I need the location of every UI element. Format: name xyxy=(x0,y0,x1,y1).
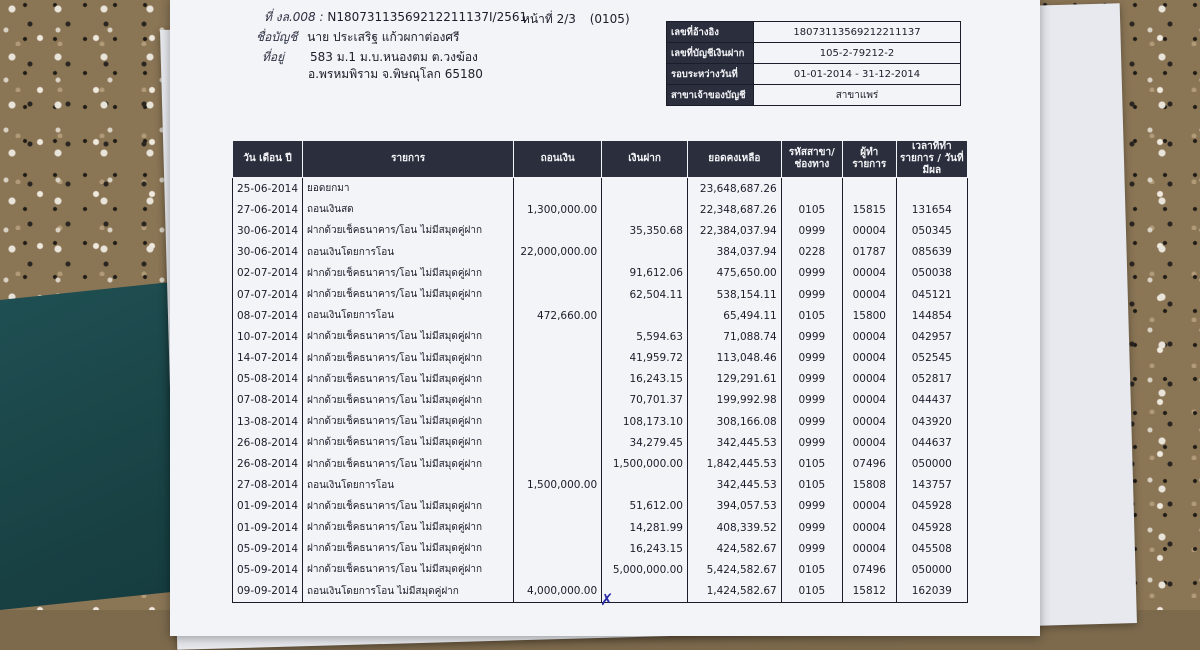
cell-deposit: 70,701.37 xyxy=(602,390,688,411)
cell-date: 14-07-2014 xyxy=(233,348,303,369)
table-row xyxy=(233,390,968,411)
table-row xyxy=(233,178,968,200)
cell-description: ฝากด้วยเช็คธนาคาร/โอน ไม่มีสมุดคู่ฝาก xyxy=(303,390,514,411)
table-row xyxy=(233,348,968,369)
cell-balance: 424,582.67 xyxy=(687,538,781,559)
cell-withdrawal xyxy=(514,348,602,369)
table-row xyxy=(233,369,968,390)
cell-branch: 0105 xyxy=(781,305,842,326)
account-name-line xyxy=(256,28,459,47)
cell-date: 05-09-2014 xyxy=(233,538,303,559)
cell-withdrawal xyxy=(514,390,602,411)
info-value: สาขาแพร่ xyxy=(754,85,961,106)
cell-branch: 0999 xyxy=(781,220,842,241)
cell-description: ฝากด้วยเช็คธนาคาร/โอน ไม่มีสมุดคู่ฝาก xyxy=(303,432,514,453)
cell-description: ฝากด้วยเช็คธนาคาร/โอน ไม่มีสมุดคู่ฝาก xyxy=(303,517,514,538)
info-key: เลขที่อ้างอิง xyxy=(667,22,754,43)
table-row xyxy=(233,242,968,263)
cell-description: ฝากด้วยเช็คธนาคาร/โอน ไม่มีสมุดคู่ฝาก xyxy=(303,284,514,305)
cell-user: 01787 xyxy=(842,242,896,263)
cell-withdrawal xyxy=(514,411,602,432)
cell-withdrawal xyxy=(514,432,602,453)
cell-user: 00004 xyxy=(842,326,896,347)
info-value: 18073113569212211137 xyxy=(754,22,961,43)
table-row xyxy=(233,432,968,453)
column-header-withdrawal: ถอนเงิน xyxy=(514,141,602,178)
cell-withdrawal: 1,300,000.00 xyxy=(514,199,602,220)
cell-deposit: 5,000,000.00 xyxy=(602,559,688,580)
cell-user: 00004 xyxy=(842,220,896,241)
cell-withdrawal xyxy=(514,517,602,538)
cell-time: 045928 xyxy=(896,496,967,517)
cell-withdrawal: 4,000,000.00 xyxy=(514,581,602,603)
cell-date: 01-09-2014 xyxy=(233,517,303,538)
cell-deposit: 16,243.15 xyxy=(602,369,688,390)
cell-description: ฝากด้วยเช็คธนาคาร/โอน ไม่มีสมุดคู่ฝาก xyxy=(303,263,514,284)
table-row xyxy=(233,517,968,538)
cell-time: 050000 xyxy=(896,559,967,580)
page-label: หน้าที่ 2/3 xyxy=(522,12,576,26)
transactions-table xyxy=(232,140,968,603)
cell-balance: 342,445.53 xyxy=(687,475,781,496)
cell-branch: 0105 xyxy=(781,559,842,580)
cell-user: 07496 xyxy=(842,559,896,580)
cell-branch: 0999 xyxy=(781,348,842,369)
cell-deposit: 108,173.10 xyxy=(602,411,688,432)
page-code: (0105) xyxy=(589,12,630,26)
cell-user: 00004 xyxy=(842,496,896,517)
cell-description: ฝากด้วยเช็คธนาคาร/โอน ไม่มีสมุดคู่ฝาก xyxy=(303,326,514,347)
info-row xyxy=(667,22,961,43)
table-row xyxy=(233,284,968,305)
cell-user: 07496 xyxy=(842,453,896,474)
cell-branch: 0105 xyxy=(781,199,842,220)
cell-date: 26-08-2014 xyxy=(233,432,303,453)
column-header-time: เวลาที่ทำรายการ / วันที่มีผล xyxy=(896,141,967,178)
cell-deposit xyxy=(602,199,688,220)
cell-user: 00004 xyxy=(842,369,896,390)
cell-description: ฝากด้วยเช็คธนาคาร/โอน ไม่มีสมุดคู่ฝาก xyxy=(303,220,514,241)
address-line-2: อ.พรหมพิราม จ.พิษณุโลก 65180 xyxy=(308,67,483,81)
page-indicator xyxy=(522,10,630,29)
cell-branch: 0999 xyxy=(781,432,842,453)
cell-date: 09-09-2014 xyxy=(233,581,303,603)
cell-date: 07-07-2014 xyxy=(233,284,303,305)
transactions-body xyxy=(233,178,968,603)
table-row xyxy=(233,326,968,347)
cell-balance: 22,348,687.26 xyxy=(687,199,781,220)
cell-branch: 0999 xyxy=(781,263,842,284)
cell-date: 27-06-2014 xyxy=(233,199,303,220)
table-row xyxy=(233,263,968,284)
cell-time: 045508 xyxy=(896,538,967,559)
cell-withdrawal xyxy=(514,369,602,390)
column-header-deposit: เงินฝาก xyxy=(602,141,688,178)
cell-time: 044437 xyxy=(896,390,967,411)
cell-branch: 0228 xyxy=(781,242,842,263)
info-key: สาขาเจ้าของบัญชี xyxy=(667,85,754,106)
table-row xyxy=(233,453,968,474)
cell-balance: 394,057.53 xyxy=(687,496,781,517)
cell-balance: 113,048.46 xyxy=(687,348,781,369)
cell-balance: 71,088.74 xyxy=(687,326,781,347)
info-row xyxy=(667,85,961,106)
cell-user: 00004 xyxy=(842,390,896,411)
cell-date: 05-09-2014 xyxy=(233,559,303,580)
column-header-date: วัน เดือน ปี xyxy=(233,141,303,178)
cell-date: 25-06-2014 xyxy=(233,178,303,200)
cell-user: 15815 xyxy=(842,199,896,220)
cell-time: 052545 xyxy=(896,348,967,369)
cell-deposit xyxy=(602,475,688,496)
cell-branch: 0999 xyxy=(781,326,842,347)
handwritten-checkmark: ✗ xyxy=(600,590,614,609)
cell-withdrawal: 472,660.00 xyxy=(514,305,602,326)
cell-date: 10-07-2014 xyxy=(233,326,303,347)
cell-description: ฝากด้วยเช็คธนาคาร/โอน ไม่มีสมุดคู่ฝาก xyxy=(303,538,514,559)
cell-branch: 0999 xyxy=(781,496,842,517)
cell-user: 00004 xyxy=(842,348,896,369)
cell-deposit: 16,243.15 xyxy=(602,538,688,559)
cell-time: 050038 xyxy=(896,263,967,284)
cell-branch: 0999 xyxy=(781,369,842,390)
cell-description: ถอนเงินโดยการโอน xyxy=(303,475,514,496)
cell-time: 162039 xyxy=(896,581,967,603)
cell-description: ฝากด้วยเช็คธนาคาร/โอน ไม่มีสมุดคู่ฝาก xyxy=(303,559,514,580)
table-header-row xyxy=(233,141,968,178)
cell-user: 15800 xyxy=(842,305,896,326)
table-row xyxy=(233,538,968,559)
cell-user: 00004 xyxy=(842,538,896,559)
cell-branch: 0999 xyxy=(781,411,842,432)
cell-deposit: 91,612.06 xyxy=(602,263,688,284)
cell-description: ถอนเงินโดยการโอน xyxy=(303,242,514,263)
cell-deposit: 62,504.11 xyxy=(602,284,688,305)
cell-balance: 1,842,445.53 xyxy=(687,453,781,474)
address-label: ที่อยู่ xyxy=(262,50,285,64)
cell-date: 13-08-2014 xyxy=(233,411,303,432)
cell-branch: 0999 xyxy=(781,538,842,559)
info-key: เลขที่บัญชีเงินฝาก xyxy=(667,43,754,64)
cell-balance: 5,424,582.67 xyxy=(687,559,781,580)
info-key: รอบระหว่างวันที่ xyxy=(667,64,754,85)
cell-date: 30-06-2014 xyxy=(233,220,303,241)
cell-deposit xyxy=(602,178,688,200)
cell-deposit: 34,279.45 xyxy=(602,432,688,453)
cell-time: 131654 xyxy=(896,199,967,220)
address-line-1: 583 ม.1 ม.บ.หนองตม ต.วงฆ้อง xyxy=(309,50,478,64)
cell-balance: 199,992.98 xyxy=(687,390,781,411)
cell-time: 050000 xyxy=(896,453,967,474)
cell-date: 05-08-2014 xyxy=(233,369,303,390)
cell-user: 00004 xyxy=(842,411,896,432)
cell-description: ฝากด้วยเช็คธนาคาร/โอน ไม่มีสมุดคู่ฝาก xyxy=(303,411,514,432)
cell-withdrawal: 22,000,000.00 xyxy=(514,242,602,263)
column-header-description: รายการ xyxy=(303,141,514,178)
cell-deposit: 41,959.72 xyxy=(602,348,688,369)
cell-description: ฝากด้วยเช็คธนาคาร/โอน ไม่มีสมุดคู่ฝาก xyxy=(303,496,514,517)
cell-time: 052817 xyxy=(896,369,967,390)
cell-description: ถอนเงินโดยการโอน xyxy=(303,305,514,326)
cell-withdrawal xyxy=(514,453,602,474)
cell-time: 044637 xyxy=(896,432,967,453)
cell-withdrawal xyxy=(514,559,602,580)
cell-balance: 23,648,687.26 xyxy=(687,178,781,200)
reference-number: N18073113569212211137I/2561 xyxy=(327,10,528,24)
cell-withdrawal xyxy=(514,326,602,347)
cell-deposit: 14,281.99 xyxy=(602,517,688,538)
cell-withdrawal xyxy=(514,263,602,284)
cell-branch: 0999 xyxy=(781,517,842,538)
cell-balance: 22,384,037.94 xyxy=(687,220,781,241)
cell-time: 045928 xyxy=(896,517,967,538)
cell-balance: 384,037.94 xyxy=(687,242,781,263)
cell-date: 08-07-2014 xyxy=(233,305,303,326)
cell-description: ฝากด้วยเช็คธนาคาร/โอน ไม่มีสมุดคู่ฝาก xyxy=(303,453,514,474)
cell-deposit xyxy=(602,581,688,603)
info-value: 105-2-79212-2 xyxy=(754,43,961,64)
teal-cloth xyxy=(0,282,170,610)
account-name-label: ชื่อบัญชี xyxy=(256,30,298,44)
cell-branch: 0999 xyxy=(781,284,842,305)
column-header-user: ผู้ทำรายการ xyxy=(842,141,896,178)
cell-description: ฝากด้วยเช็คธนาคาร/โอน ไม่มีสมุดคู่ฝาก xyxy=(303,348,514,369)
cell-date: 30-06-2014 xyxy=(233,242,303,263)
cell-date: 27-08-2014 xyxy=(233,475,303,496)
cell-deposit: 1,500,000.00 xyxy=(602,453,688,474)
table-row xyxy=(233,305,968,326)
info-value: 01-01-2014 - 31-12-2014 xyxy=(754,64,961,85)
cell-balance: 65,494.11 xyxy=(687,305,781,326)
cell-user: 15808 xyxy=(842,475,896,496)
cell-deposit xyxy=(602,242,688,263)
cell-branch: 0105 xyxy=(781,581,842,603)
cell-withdrawal xyxy=(514,538,602,559)
cell-balance: 308,166.08 xyxy=(687,411,781,432)
cell-balance: 408,339.52 xyxy=(687,517,781,538)
cell-user: 00004 xyxy=(842,432,896,453)
reference-line xyxy=(264,8,527,27)
bank-statement-page xyxy=(170,0,1040,636)
column-header-balance: ยอดคงเหลือ xyxy=(687,141,781,178)
cell-balance: 129,291.61 xyxy=(687,369,781,390)
table-row xyxy=(233,559,968,580)
cell-time: 144854 xyxy=(896,305,967,326)
cell-user: 00004 xyxy=(842,517,896,538)
cell-deposit: 5,594.63 xyxy=(602,326,688,347)
cell-branch xyxy=(781,178,842,200)
cell-time xyxy=(896,178,967,200)
cell-description: ยอดยกมา xyxy=(303,178,514,200)
cell-date: 26-08-2014 xyxy=(233,453,303,474)
cell-date: 01-09-2014 xyxy=(233,496,303,517)
cell-user xyxy=(842,178,896,200)
cell-description: ฝากด้วยเช็คธนาคาร/โอน ไม่มีสมุดคู่ฝาก xyxy=(303,369,514,390)
cell-description: ถอนเงินโดยการโอน ไม่มีสมุดคู่ฝาก xyxy=(303,581,514,603)
cell-balance: 1,424,582.67 xyxy=(687,581,781,603)
cell-withdrawal xyxy=(514,284,602,305)
cell-user: 00004 xyxy=(842,284,896,305)
info-row xyxy=(667,43,961,64)
cell-deposit xyxy=(602,305,688,326)
cell-time: 050345 xyxy=(896,220,967,241)
cell-withdrawal: 1,500,000.00 xyxy=(514,475,602,496)
reference-prefix: ที่ งล.008 : xyxy=(264,10,324,24)
table-row xyxy=(233,199,968,220)
cell-balance: 342,445.53 xyxy=(687,432,781,453)
table-row xyxy=(233,475,968,496)
cell-user: 00004 xyxy=(842,263,896,284)
cell-withdrawal xyxy=(514,220,602,241)
table-row xyxy=(233,496,968,517)
cell-deposit: 51,612.00 xyxy=(602,496,688,517)
account-name: นาย ประเสริฐ แก้วผกาต่องศรี xyxy=(307,30,460,44)
cell-withdrawal xyxy=(514,178,602,200)
cell-branch: 0999 xyxy=(781,390,842,411)
cell-time: 143757 xyxy=(896,475,967,496)
cell-user: 15812 xyxy=(842,581,896,603)
cell-time: 085639 xyxy=(896,242,967,263)
cell-deposit: 35,350.68 xyxy=(602,220,688,241)
cell-balance: 538,154.11 xyxy=(687,284,781,305)
cell-time: 045121 xyxy=(896,284,967,305)
cell-date: 02-07-2014 xyxy=(233,263,303,284)
cell-balance: 475,650.00 xyxy=(687,263,781,284)
info-row xyxy=(667,64,961,85)
cell-time: 043920 xyxy=(896,411,967,432)
cell-description: ถอนเงินสด xyxy=(303,199,514,220)
table-row xyxy=(233,220,968,241)
account-info-box xyxy=(666,21,961,106)
cell-branch: 0105 xyxy=(781,453,842,474)
column-header-branch: รหัสสาขา/ช่องทาง xyxy=(781,141,842,178)
cell-date: 07-08-2014 xyxy=(233,390,303,411)
cell-time: 042957 xyxy=(896,326,967,347)
table-row xyxy=(233,411,968,432)
cell-branch: 0105 xyxy=(781,475,842,496)
cell-withdrawal xyxy=(514,496,602,517)
